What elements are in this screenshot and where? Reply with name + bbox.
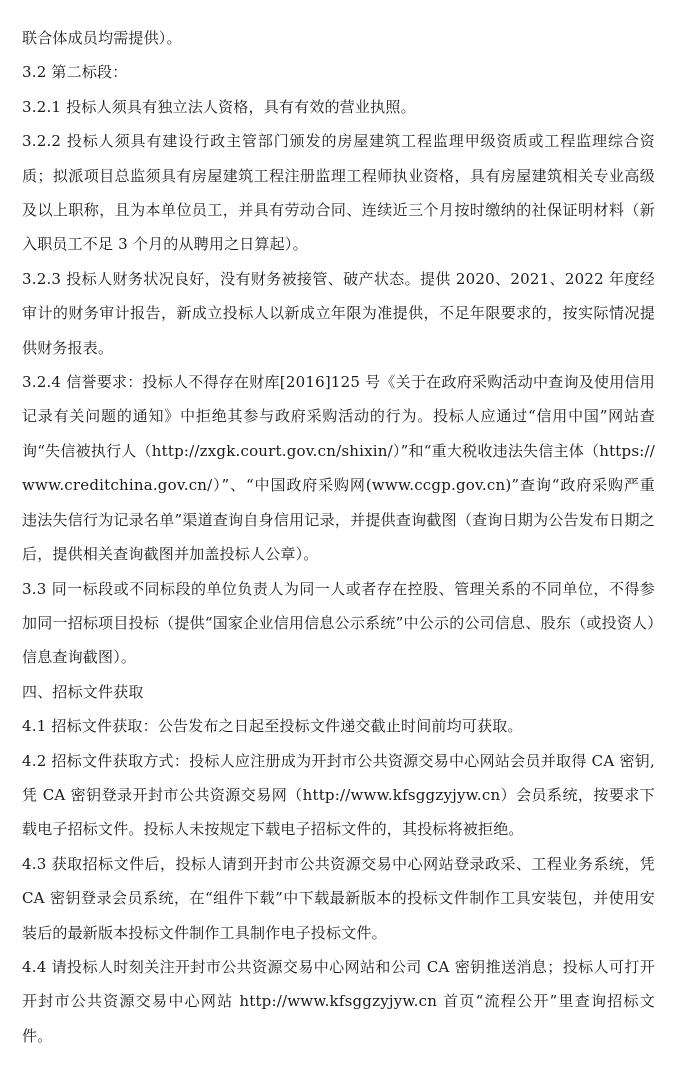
paragraph-3-2-4: 3.2.4 信誉要求：投标人不得存在财库[2016]125 号《关于在政府采购活动中查询及使用信用记录有关问题的通知》中拒绝其参与政府采购活动的行为。投标人应通过“信用中国”网站查询“失信被执行人（http://zxgk.court.gov.cn/shixin/）”和“重大税收违法失信主体（https://www.creditchina.gov.cn/）”、“中国政府采购网(www.ccgp.gov.cn)”查询“政府采购严重违法失信行为记录名单”渠道查询自身信用记录，并提供查询截图（查询日期为公告发布日期之后，提供相关查询截图并加盖投标人公章）。 xyxy=(22,373,655,564)
paragraph-3-2-3: 3.2.3 投标人财务状况良好，没有财务被接管、破产状态。提供 2020、2021、2022 年度经审计的财务审计报告，新成立投标人以新成立年限为准提供，不足年限要求的，按实际情况提供财务报表。 xyxy=(22,269,655,357)
section-heading-4: 四、招标文件获取 xyxy=(22,682,144,701)
section-heading-3-2: 3.2 第二标段： xyxy=(22,63,128,82)
paragraph-4-2: 4.2 招标文件获取方式：投标人应注册成为开封市公共资源交易中心网站会员并取得 CA 密钥,凭 CA 密钥登录开封市公共资源交易网（http://www.kfsggzyjyw.cn）会员系统，按要求下载电子招标文件。投标人未按规定下载电子招标文件的，其投标将被拒绝。 xyxy=(22,751,655,839)
paragraph-3-2-2: 3.2.2 投标人须具有建设行政主管部门颁发的房屋建筑工程监理甲级资质或工程监理综合资质；拟派项目总监须具有房屋建筑工程注册监理工程师执业资格，具有房屋建筑相关专业高级及以上职称，且为本单位员工，并具有劳动合同、连续近三个月按时缴纳的社保证明材料（新入职员工不足 3 个月的从聘用之日算起）。 xyxy=(22,132,655,254)
paragraph-4-3: 4.3 获取招标文件后，投标人请到开封市公共资源交易中心网站登录政采、工程业务系统，凭 CA 密钥登录会员系统，在“组件下载”中下载最新版本的投标文件制作工具安装包，并使用安装后的最新版本投标文件制作工具制作电子投标文件。 xyxy=(22,854,655,942)
paragraph-3-3: 3.3 同一标段或不同标段的单位负责人为同一人或者存在控股、管理关系的不同单位，不得参加同一招标项目投标（提供“国家企业信用信息公示系统”中公示的公司信息、股东（或投资人）信息查询截图）。 xyxy=(22,579,655,667)
paragraph-4-4: 4.4 请投标人时刻关注开封市公共资源交易中心网站和公司 CA 密钥推送消息；投标人可打开开封市公共资源交易中心网站 http://www.kfsggzyjyw.cn 首页“流程公开”里查询招标文件。 xyxy=(22,957,655,1045)
paragraph-4-1: 4.1 招标文件获取：公告发布之日起至投标文件递交截止时间前均可获取。 xyxy=(22,717,523,736)
paragraph-3-2-1: 3.2.1 投标人须具有独立法人资格，具有有效的营业执照。 xyxy=(22,97,416,116)
paragraph-continuation: 联合体成员均需提供）。 xyxy=(22,29,182,47)
